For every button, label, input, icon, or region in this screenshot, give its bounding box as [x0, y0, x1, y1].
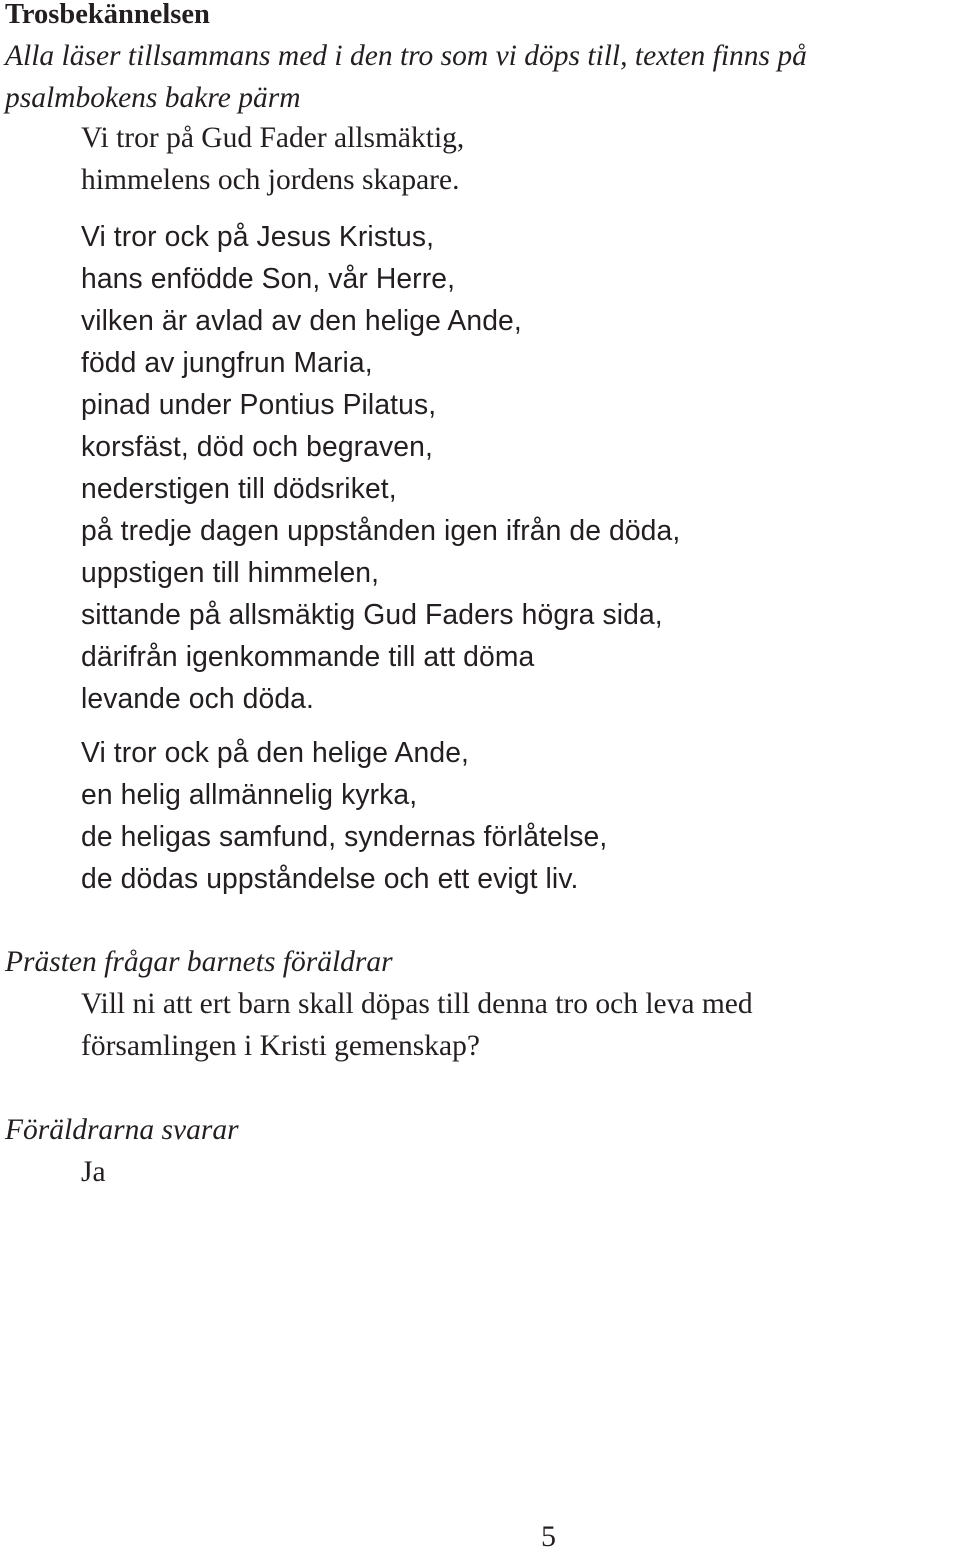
creed-line: på tredje dagen uppstånden igen ifrån de döda,: [81, 514, 681, 546]
creed-line: en helig allmännelig kyrka,: [81, 778, 418, 810]
parents-instruction: Föräldrarna svarar: [5, 1114, 239, 1146]
priest-question-line: församlingen i Kristi gemenskap?: [81, 1030, 480, 1062]
creed-line: pinad under Pontius Pilatus,: [81, 388, 437, 420]
creed-line: korsfäst, död och begraven,: [81, 430, 433, 462]
creed-line: hans enfödde Son, vår Herre,: [81, 262, 456, 294]
priest-instruction: Prästen frågar barnets föräldrar: [5, 946, 393, 978]
instruction-line: psalmbokens bakre pärm: [5, 82, 301, 114]
creed-line: himmelens och jordens skapare.: [81, 164, 460, 196]
creed-line: sittande på allsmäktig Gud Faders högra sida,: [81, 598, 663, 630]
creed-line: vilken är avlad av den helige Ande,: [81, 304, 522, 336]
creed-line: Vi tror på Gud Fader allsmäktig,: [81, 122, 465, 154]
creed-line: de dödas uppståndelse och ett evigt liv.: [81, 862, 579, 894]
creed-line: Vi tror ock på den helige Ande,: [81, 736, 469, 768]
instruction-line: Alla läser tillsammans med i den tro som vi döps till, texten finns på: [5, 40, 807, 72]
creed-line: de heligas samfund, syndernas förlåtelse,: [81, 820, 608, 852]
parents-answer: Ja: [81, 1156, 106, 1188]
section-heading: Trosbekännelsen: [5, 0, 210, 30]
creed-line: född av jungfrun Maria,: [81, 346, 373, 378]
creed-line: uppstigen till himmelen,: [81, 556, 380, 588]
creed-line: Vi tror ock på Jesus Kristus,: [81, 220, 435, 252]
creed-line: därifrån igenkommande till att döma: [81, 640, 535, 672]
creed-line: nederstigen till dödsriket,: [81, 472, 397, 504]
page-number: 5: [541, 1520, 556, 1553]
priest-question-line: Vill ni att ert barn skall döpas till denna tro och leva med: [81, 988, 753, 1020]
creed-line: levande och döda.: [81, 682, 314, 714]
